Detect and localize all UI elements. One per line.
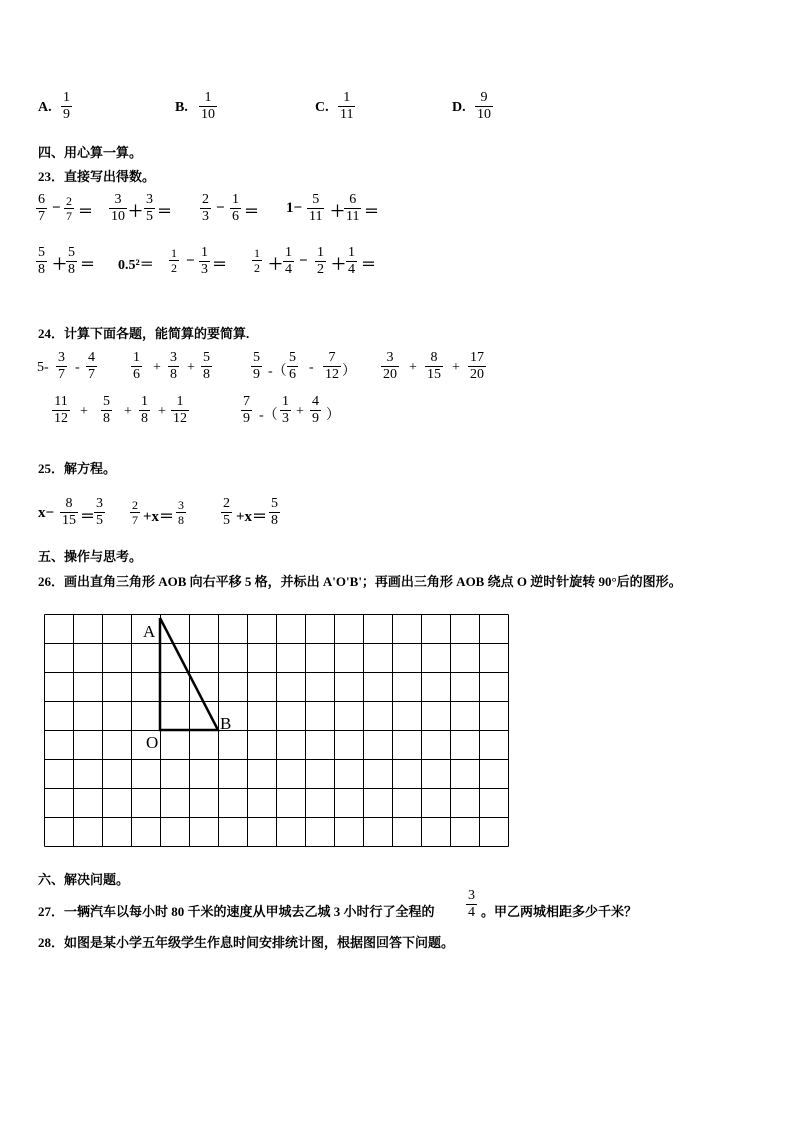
point-label-o: O <box>146 733 159 752</box>
q24-title: 24．计算下面各题，能简算的要简算. <box>38 326 250 341</box>
point-label-b: B <box>220 714 232 733</box>
q28-text: 28．如图是某小学五年级学生作息时间安排统计图，根据图回答下问题。 <box>38 935 455 950</box>
option-d-label: D. <box>452 100 466 115</box>
section-5-heading: 五、操作与思考。 <box>38 549 143 564</box>
q27-text-before: 27．一辆汽车以每小时 80 千米的速度从甲城去乙城 3 小时行了全程的 <box>38 904 435 919</box>
q26-title: 26．画出直角三角形 AOB 向右平移 5 格，并标出 A'O'B'；再画出三角形 AOB 绕点 O 逆时针旋转 90°后的图形。 <box>38 574 682 589</box>
section-4-heading: 四、用心算一算。 <box>38 145 143 160</box>
q26-grid <box>44 614 510 848</box>
q25-title: 25．解方程。 <box>38 461 117 476</box>
q23-title: 23．直接写出得数。 <box>38 169 156 184</box>
point-label-a: A <box>143 622 156 641</box>
option-c-fraction: $\frac{1}{11}$ <box>340 90 354 122</box>
q27-text-after: 。甲乙两城相距多少千米？ <box>481 904 638 919</box>
option-b-label: B. <box>175 100 188 115</box>
option-a-fraction: $\frac{1}{9}$ <box>63 90 70 122</box>
q27-fraction: $\frac{3}{4}$ <box>468 888 475 920</box>
q23-expr-6: 0.5²＝ <box>118 258 154 273</box>
grid-lines <box>45 615 509 847</box>
option-a-label: A. <box>38 100 52 115</box>
option-b-fraction: $\frac{1}{10}$ <box>201 90 215 122</box>
option-c-label: C. <box>315 100 329 115</box>
option-d-fraction: $\frac{9}{10}$ <box>477 90 491 122</box>
section-6-heading: 六、解决问题。 <box>38 872 130 887</box>
